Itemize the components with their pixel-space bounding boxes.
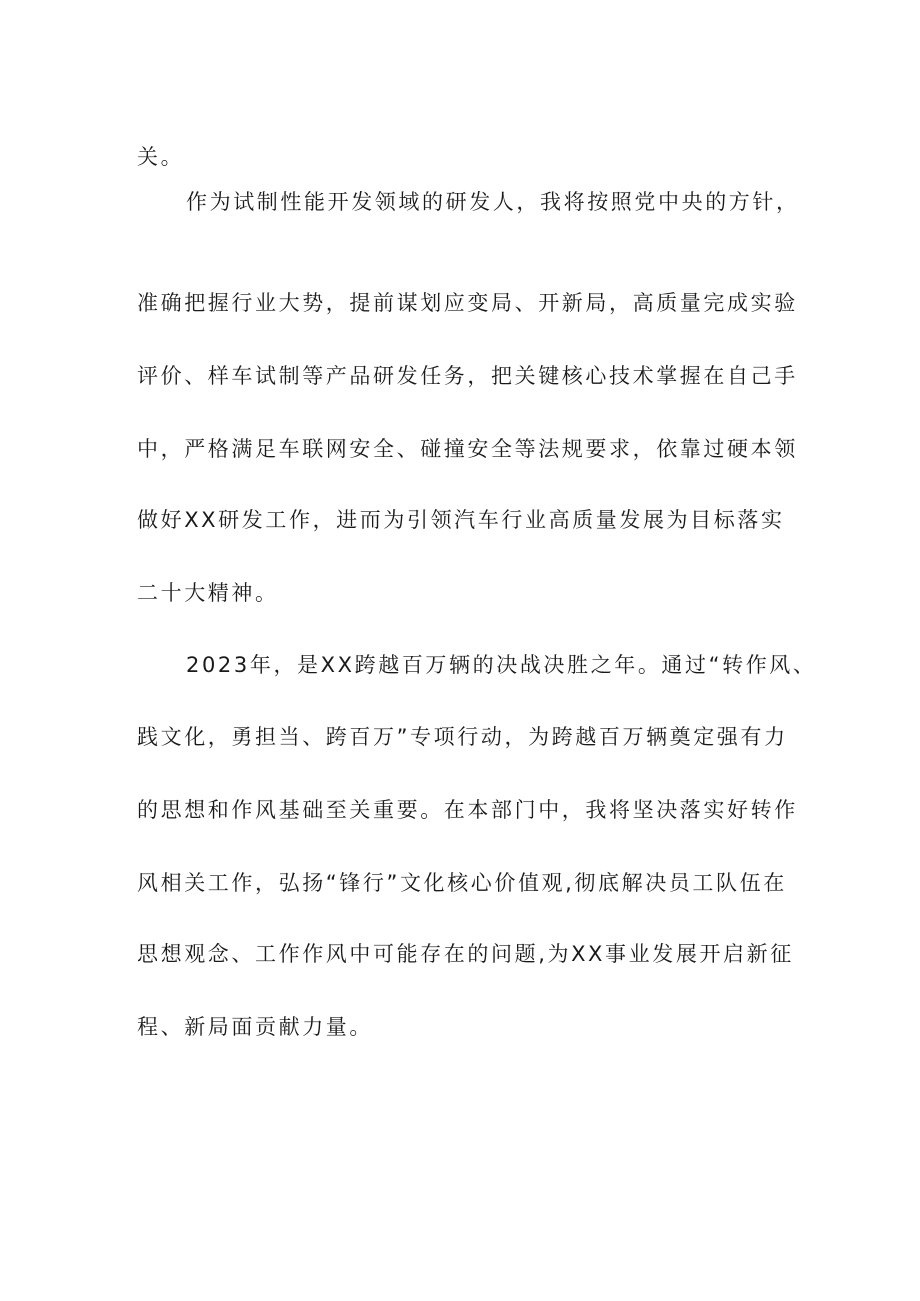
paragraph-3-line-2: 践文化，勇担当、跨百万”专项行动，为跨越百万辆奠定强有力 <box>137 725 788 749</box>
paragraph-2-line-3: 评价、样车试制等产品研发任务，把关键核心技术掌握在自己手 <box>137 364 798 388</box>
paragraph-3-line-3: 的思想和作风基础至关重要。在本部门中，我将坚决落实好转作 <box>137 798 798 822</box>
paragraph-2-line-6: 二十大精神。 <box>137 581 279 605</box>
paragraph-2-line-1: 作为试制性能开发领域的研发人，我将按照党中央的方针， <box>186 190 800 214</box>
paragraph-2-line-4: 中，严格满足车联网安全、碰撞安全等法规要求，依靠过硬本领 <box>137 437 798 461</box>
paragraph-2-line-2: 准确把握行业大势，提前谋划应变局、开新局，高质量完成实验 <box>137 291 798 315</box>
paragraph-2-line-5: 做好XX研发工作，进而为引领汽车行业高质量发展为目标落实 <box>137 508 785 532</box>
paragraph-1-line-1: 关。 <box>137 145 185 169</box>
paragraph-3-line-4: 风相关工作，弘扬“锋行”文化核心价值观,彻底解决员工队伍在 <box>137 871 787 895</box>
paragraph-3-line-6: 程、新局面贡献力量。 <box>137 1015 373 1039</box>
paragraph-3-line-1: 2023年，是XX跨越百万辆的决战决胜之年。通过“转作风、 <box>186 653 817 677</box>
paragraph-3-line-5: 思想观念、工作作风中可能存在的问题,为XX事业发展开启新征 <box>137 942 794 966</box>
